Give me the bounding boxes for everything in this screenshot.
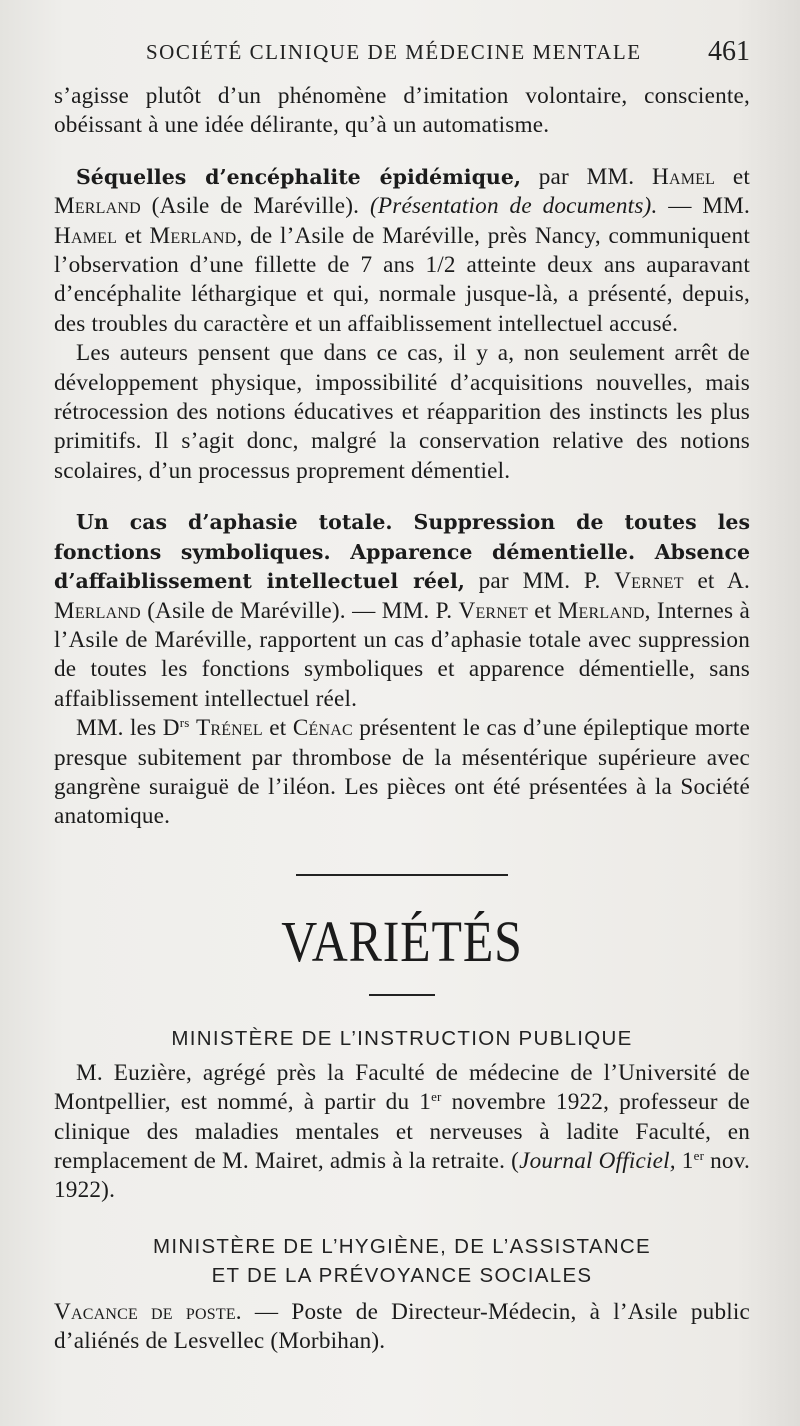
author-name: Hamel [54,222,118,249]
ministry-notice: M. Euzière, agrégé près la Faculté de médecine de l’Université de Montpellier, est nommé, à partir du 1er novembre 1922, professeur de clinique des maladies mentales et nerveuses à ladite Faculté, en remplacement de M. Mairet, admis à la retraite. (Journal Officiel, 1er nov. 1922). [54,1059,750,1204]
author-name: Merland [557,597,645,624]
author-name: Merland [149,222,237,249]
entry-aphasie: Un cas d’aphasie totale. Suppression de toutes les fonctions symboliques. Apparence démentielle. Absence d’affaiblissement intellectuel réel, par MM. P. Vernet et A. Merland (Asile de Maréville). — MM. P. Vernet et Merland, Internes à l’Asile de Maréville, rapportent un cas d’aphasie totale avec suppression de toutes les fonctions symboliques et apparence démentielle, sans affaiblissement intellectuel réel. [54,510,750,712]
paragraph-authors-think: Les auteurs pensent que dans ce cas, il y a, non seulement arrêt de développement physique, impossibilité d’acquisitions nouvelles, mais rétrocession des notions éducatives et réapparition des instincts les plus primitifs. Il s’agit donc, malgré la conservation relative des notions scolaires, d’un processus proprement démentiel. [54,340,750,484]
ministry-heading: MINISTÈRE DE L’INSTRUCTION PUBLIQUE [171,1026,633,1050]
title-underline [369,994,435,996]
author-name: Merland [54,597,141,624]
author-name: Cénac [292,715,353,742]
paragraph-continued: s’agisse plutôt d’un phénomène d’imitation volontaire, consciente, obéissant à une idée délirante, qu’à un automatisme. [54,83,750,139]
ministry-heading: MINISTÈRE DE L’HYGIÈNE, DE L’ASSISTANCE ET DE LA PRÉVOYANCE SOCIALES [152,1234,652,1287]
page-number: 461 [708,36,750,67]
author-name: Trénel [195,715,263,742]
vacancy-label: Vacance de poste. [54,1298,242,1325]
author-name: Hamel [652,163,716,190]
author-name: Vernet [614,568,684,595]
author-name: Vernet [458,597,528,624]
section-divider [296,874,508,876]
author-name: Merland [54,193,141,220]
entry-epileptique: MM. les $D^{rs}$ Trénel et Cénac présentent le cas d’une épileptique morte presque subitement par thrombose de la mésentérique supérieure avec gangrène suraiguë de l’iléon. Les pièces ont été présentées à la Société anatomique. [54,715,750,830]
entry-title: Séquelles d’encéphalite épidémique, [76,164,522,189]
running-header [54,36,750,82]
italic-note: (Présentation de documents). [369,193,658,220]
running-title: SOCIÉTÉ CLINIQUE DE MÉDECINE MENTALE [146,40,642,64]
entry-title: Un cas d’aphasie totale. Suppression de toutes les fonctions symboliques. Apparence démentielle. Absence d’affaiblissement intellectuel réel, [54,510,750,594]
section-title: VARIÉTÉS [281,908,523,974]
entry-encephalite: Séquelles d’encéphalite épidémique, par MM. Hamel et Merland (Asile de Maréville). (Présentation de documents). — MM. Hamel et Merland, de l’Asile de Maréville, près Nancy, communiquent l’observation d’une fillette de 7 ans 1/2 atteinte deux ans auparavant d’encéphalite léthargique et qui, normale jusque-là, a présenté, depuis, des troubles du caractère et un affaiblissement intellectuel accusé. [54,163,751,337]
vacancy-notice: Vacance de poste. — Poste de Directeur-Médecin, à l’Asile public d’aliénés de Lesvellec (Morbihan). [54,1298,751,1355]
